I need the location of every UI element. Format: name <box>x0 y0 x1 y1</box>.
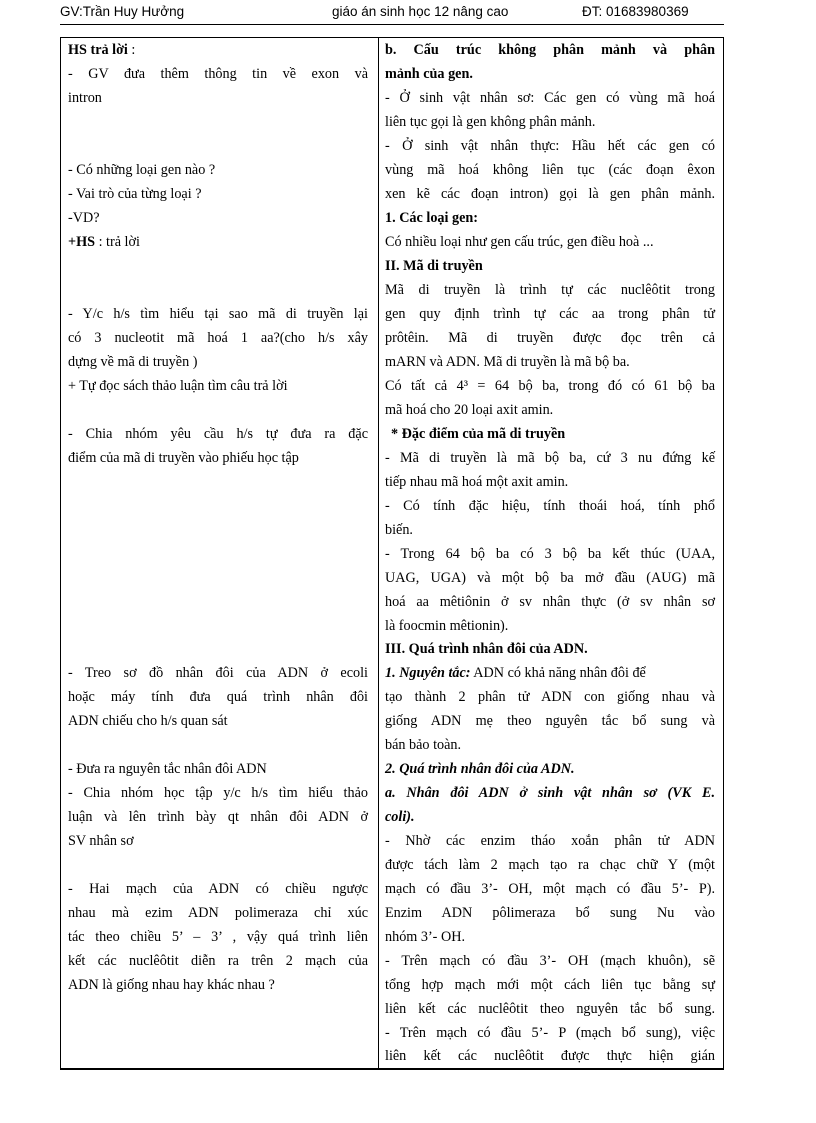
left-line: - Đưa ra nguyên tắc nhân đôi ADN <box>68 761 267 777</box>
left-line: điểm của mã di truyền vào phiếu học tập <box>68 450 299 466</box>
right-line: mARN và ADN. Mã di truyền là mã bộ ba. <box>385 354 630 370</box>
right-line: - Ở sinh vật nhân sơ: Các gen có vùng mã hoá <box>385 90 715 106</box>
right-heading: II. Mã di truyền <box>385 258 483 274</box>
left-line: - Treo sơ đồ nhân đôi của ADN ở ecoli <box>68 665 368 681</box>
left-line: - Hai mạch của ADN có chiều ngược <box>68 881 368 897</box>
right-line: - Nhờ các enzim tháo xoắn phân tử ADN <box>385 833 715 849</box>
right-line: - Trên mạch có đầu 5’- P (mạch bổ sung), việc <box>385 1025 715 1041</box>
left-line: kết các nuclêôtit diễn ra trên 2 mạch của <box>68 953 368 969</box>
right-line: biến. <box>385 522 413 538</box>
left-line: - Chia nhóm học tập y/c h/s tìm hiểu thảo <box>68 785 368 801</box>
right-line: Có nhiều loại như gen cấu trúc, gen điều hoà ... <box>385 234 654 250</box>
left-line: + Tự đọc sách thảo luận tìm câu trả lời <box>68 378 288 394</box>
right-line: gen quy định trình tự các aa trong phân tử <box>385 306 715 322</box>
right-heading: b. Cấu trúc không phân mảnh và phân <box>385 42 715 58</box>
right-line: liên kết các nuclêôtit theo nguyên tắc bổ sung. <box>385 1001 715 1017</box>
right-line: là foocmin mêtionin). <box>385 618 509 634</box>
right-heading: 1. Các loại gen: <box>385 210 478 226</box>
header-phone: ĐT: 01683980369 <box>582 4 689 19</box>
right-line: mạch có đầu 3’- OH, một mạch có đầu 5’- P). <box>385 881 715 897</box>
right-line: prôtêin. Mã di truyền được đọc trên cả <box>385 330 715 346</box>
left-line: intron <box>68 90 102 106</box>
right-heading: a. Nhân đôi ADN ở sinh vật nhân sơ (VK E. <box>385 785 715 801</box>
left-line: có 3 nucleotit mã hoá 1 aa?(cho h/s xây <box>68 330 368 346</box>
right-line: Mã di truyền là trình tự các nuclêôtit trong <box>385 282 715 298</box>
right-line: bán bảo toàn. <box>385 737 462 753</box>
right-line: vùng mã hoá không liên tục (các đoạn êxon <box>385 162 715 178</box>
left-line: SV nhân sơ <box>68 833 134 849</box>
header-title: giáo án sinh học 12 nâng cao <box>332 4 509 19</box>
page-header <box>60 0 724 25</box>
right-line: hoá aa mêtiônin ở sv nhân thực (ở sv nhân sơ <box>385 594 715 610</box>
right-line: - Trong 64 bộ ba có 3 bộ ba kết thúc (UAA, <box>385 546 715 562</box>
left-line: hoặc máy tính đưa quá trình nhân đôi <box>68 689 368 705</box>
lesson-table <box>60 37 724 1070</box>
right-line: - Trên mạch có đầu 3’- OH (mạch khuôn), sẽ <box>385 953 715 969</box>
right-line: - Có tính đặc hiệu, tính thoái hoá, tính phổ <box>385 498 715 514</box>
right-line: tiếp nhau mã hoá một axit amin. <box>385 474 569 490</box>
right-line: liên kết các nuclêôtit được thực hiện gián <box>385 1048 715 1064</box>
right-heading: mảnh của gen. <box>385 66 473 82</box>
left-line: - Vai trò của từng loại ? <box>68 186 202 202</box>
left-line: - Có những loại gen nào ? <box>68 162 216 178</box>
right-line: được tách làm 2 mạch tạo ra chạc chữ Y (một <box>385 857 715 873</box>
left-line: - Chia nhóm yêu cầu h/s tự đưa ra đặc <box>68 426 368 442</box>
right-line: mã hoá cho 20 loại axit amin. <box>385 402 554 418</box>
right-line: tạo thành 2 phân tử ADN con giống nhau và <box>385 689 715 705</box>
left-line: - GV đưa thêm thông tin về exon và <box>68 66 368 82</box>
left-line: luận và lên trình bày qt nhân đôi ADN ở <box>68 809 368 825</box>
header-author: GV:Trần Huy Hưởng <box>60 4 185 19</box>
right-heading: 2. Quá trình nhân đôi của ADN. <box>385 761 575 777</box>
right-line: nhóm 3’- OH. <box>385 929 465 945</box>
right-line: tổng hợp mạch mới một cách liên tục bằng sự <box>385 977 715 993</box>
column-divider <box>378 38 379 1068</box>
right-heading: * Đặc điểm của mã di truyền <box>391 426 566 442</box>
right-line: giống ADN mẹ theo nguyên tắc bổ sung và <box>385 713 715 729</box>
left-line: +HS : trả lời <box>68 234 140 250</box>
left-line: -VD? <box>68 210 100 226</box>
left-line: nhau mà ezim ADN polimeraza chỉ xúc <box>68 905 368 921</box>
left-line: - Y/c h/s tìm hiểu tại sao mã di truyền lại <box>68 306 368 322</box>
left-line: ADN chiếu cho h/s quan sát <box>68 713 228 729</box>
left-line: tác theo chiều 5’ – 3’ , vậy quá trình liên <box>68 929 368 945</box>
right-line: Có tất cả 4³ = 64 bộ ba, trong đó có 61 bộ ba <box>385 378 715 394</box>
right-line: UAG, UGA) và một bộ ba mở đầu (AUG) mã <box>385 570 715 586</box>
right-line: - Mã di truyền là mã bộ ba, cứ 3 nu đứng kế <box>385 450 715 466</box>
right-heading: III. Quá trình nhân đôi của ADN. <box>385 641 588 657</box>
right-line: Enzim ADN pôlimeraza bổ sung Nu vào <box>385 905 715 921</box>
right-line: 1. Nguyên tắc: ADN có khả năng nhân đôi để <box>385 665 646 681</box>
left-line: HS trả lời : <box>68 42 136 58</box>
right-heading: coli). <box>385 809 415 825</box>
left-line: dựng về mã di truyền ) <box>68 354 198 370</box>
left-line: ADN là giống nhau hay khác nhau ? <box>68 977 275 993</box>
right-line: xen kẽ các đoạn intron) gọi là gen phân mảnh. <box>385 186 715 202</box>
right-line: liên tục gọi là gen không phân mảnh. <box>385 114 596 130</box>
right-line: - Ở sinh vật nhân thực: Hầu hết các gen có <box>385 138 715 154</box>
